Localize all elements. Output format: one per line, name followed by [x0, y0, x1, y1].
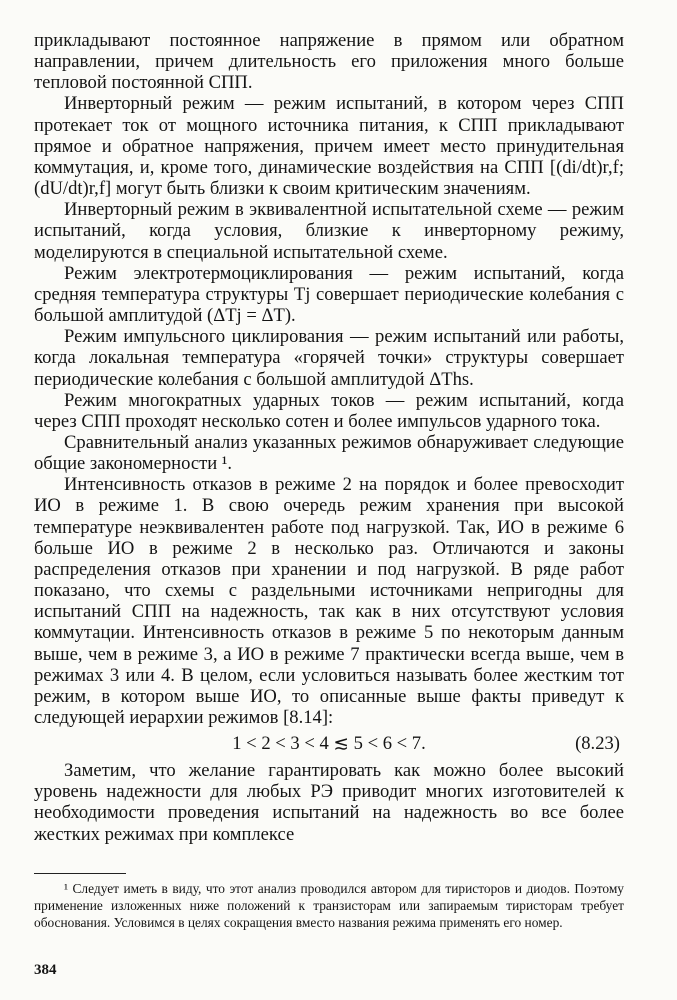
paragraph: Режим многократных ударных токов — режим испытаний, когда через СПП проходят несколько сотен и более импульсов ударного тока. [34, 389, 624, 432]
paragraph: Интенсивность отказов в режиме 2 на порядок и более превосходит ИО в режиме 1. В свою очередь режим хранения при высокой температуре неэквивалентен работе под нагрузкой. Так, ИО в режиме 6 больше ИО в режиме 2 в несколько раз. Отличаются и законы распределения отказов при хранении и под нагрузкой. В ряде работ показано, что схемы с раздельными источниками непригодны для испытаний СПП на надежность, так как в них отсутствуют условия коммутации. Интенсивность отказов в режиме 5 по некоторым данным выше, чем в режиме 3, а ИО в режиме 7 практически всегда выше, чем в режимах 3 или 4. В целом, если условиться называть более жестким тот режим, в котором выше ИО, то описанные выше факты приведут к следующей иерархии режимов [8.14]: [34, 474, 624, 728]
paragraph: Сравнительный анализ указанных режимов обнаруживает следующие общие закономерности ¹. [34, 431, 624, 475]
formula-8-23 [34, 728, 624, 760]
page-number: 384 [34, 962, 57, 978]
paragraph: Режим электротермоциклирования — режим испытаний, когда средняя температура структуры Tj совершает периодические колебания с большой амплитудой (ΔTj = ΔT). [34, 262, 624, 327]
footnote-text: ¹ Следует иметь в виду, что этот анализ проводился автором для тиристоров и диодов. Поэтому применение изложенных ниже положений к транзисторам или запираемым тиристорам требует обоснования. Условимся в целях сокращения вместо названия режима применять его номер. [34, 881, 624, 931]
paragraph: Режим импульсного циклирования — режим испытаний или работы, когда локальная температура «горячей точки» структуры совершает периодические колебания с большой амплитудой ΔThs. [34, 326, 624, 390]
paragraph: Инверторный режим — режим испытаний, в котором через СПП протекает ток от мощного источника питания, к СПП прикладывают прямое и обратное напряжения, причем имеет место принудительная коммутация, и, кроме того, динамические воздействия на СПП [(di/dt)r,f; (dU/dt)r,f] могут быть близки к своим критическим значениям. [34, 93, 624, 200]
formula-number: (8.23) [575, 733, 620, 755]
paragraph: прикладывают постоянное напряжение в прямом или обратном направлении, причем длительность его приложения много больше тепловой постоянной СПП. [34, 30, 624, 94]
paragraph: Инверторный режим в эквивалентной испытательной схеме — режим испытаний, когда условия, близкие к инверторному режиму, моделируются в специальной испытательной схеме. [34, 199, 624, 263]
footnote-divider [34, 873, 126, 874]
main-text [34, 30, 624, 845]
footnote [34, 880, 624, 932]
formula-expression: 1 < 2 < 3 < 4 ≲ 5 < 6 < 7. [232, 733, 426, 755]
paragraph: Заметим, что желание гарантировать как можно более высокий уровень надежности для любых РЭ приводит многих изготовителей к необходимости проведения испытаний на надежность во все более жестких режимах при комплексе [34, 760, 624, 845]
